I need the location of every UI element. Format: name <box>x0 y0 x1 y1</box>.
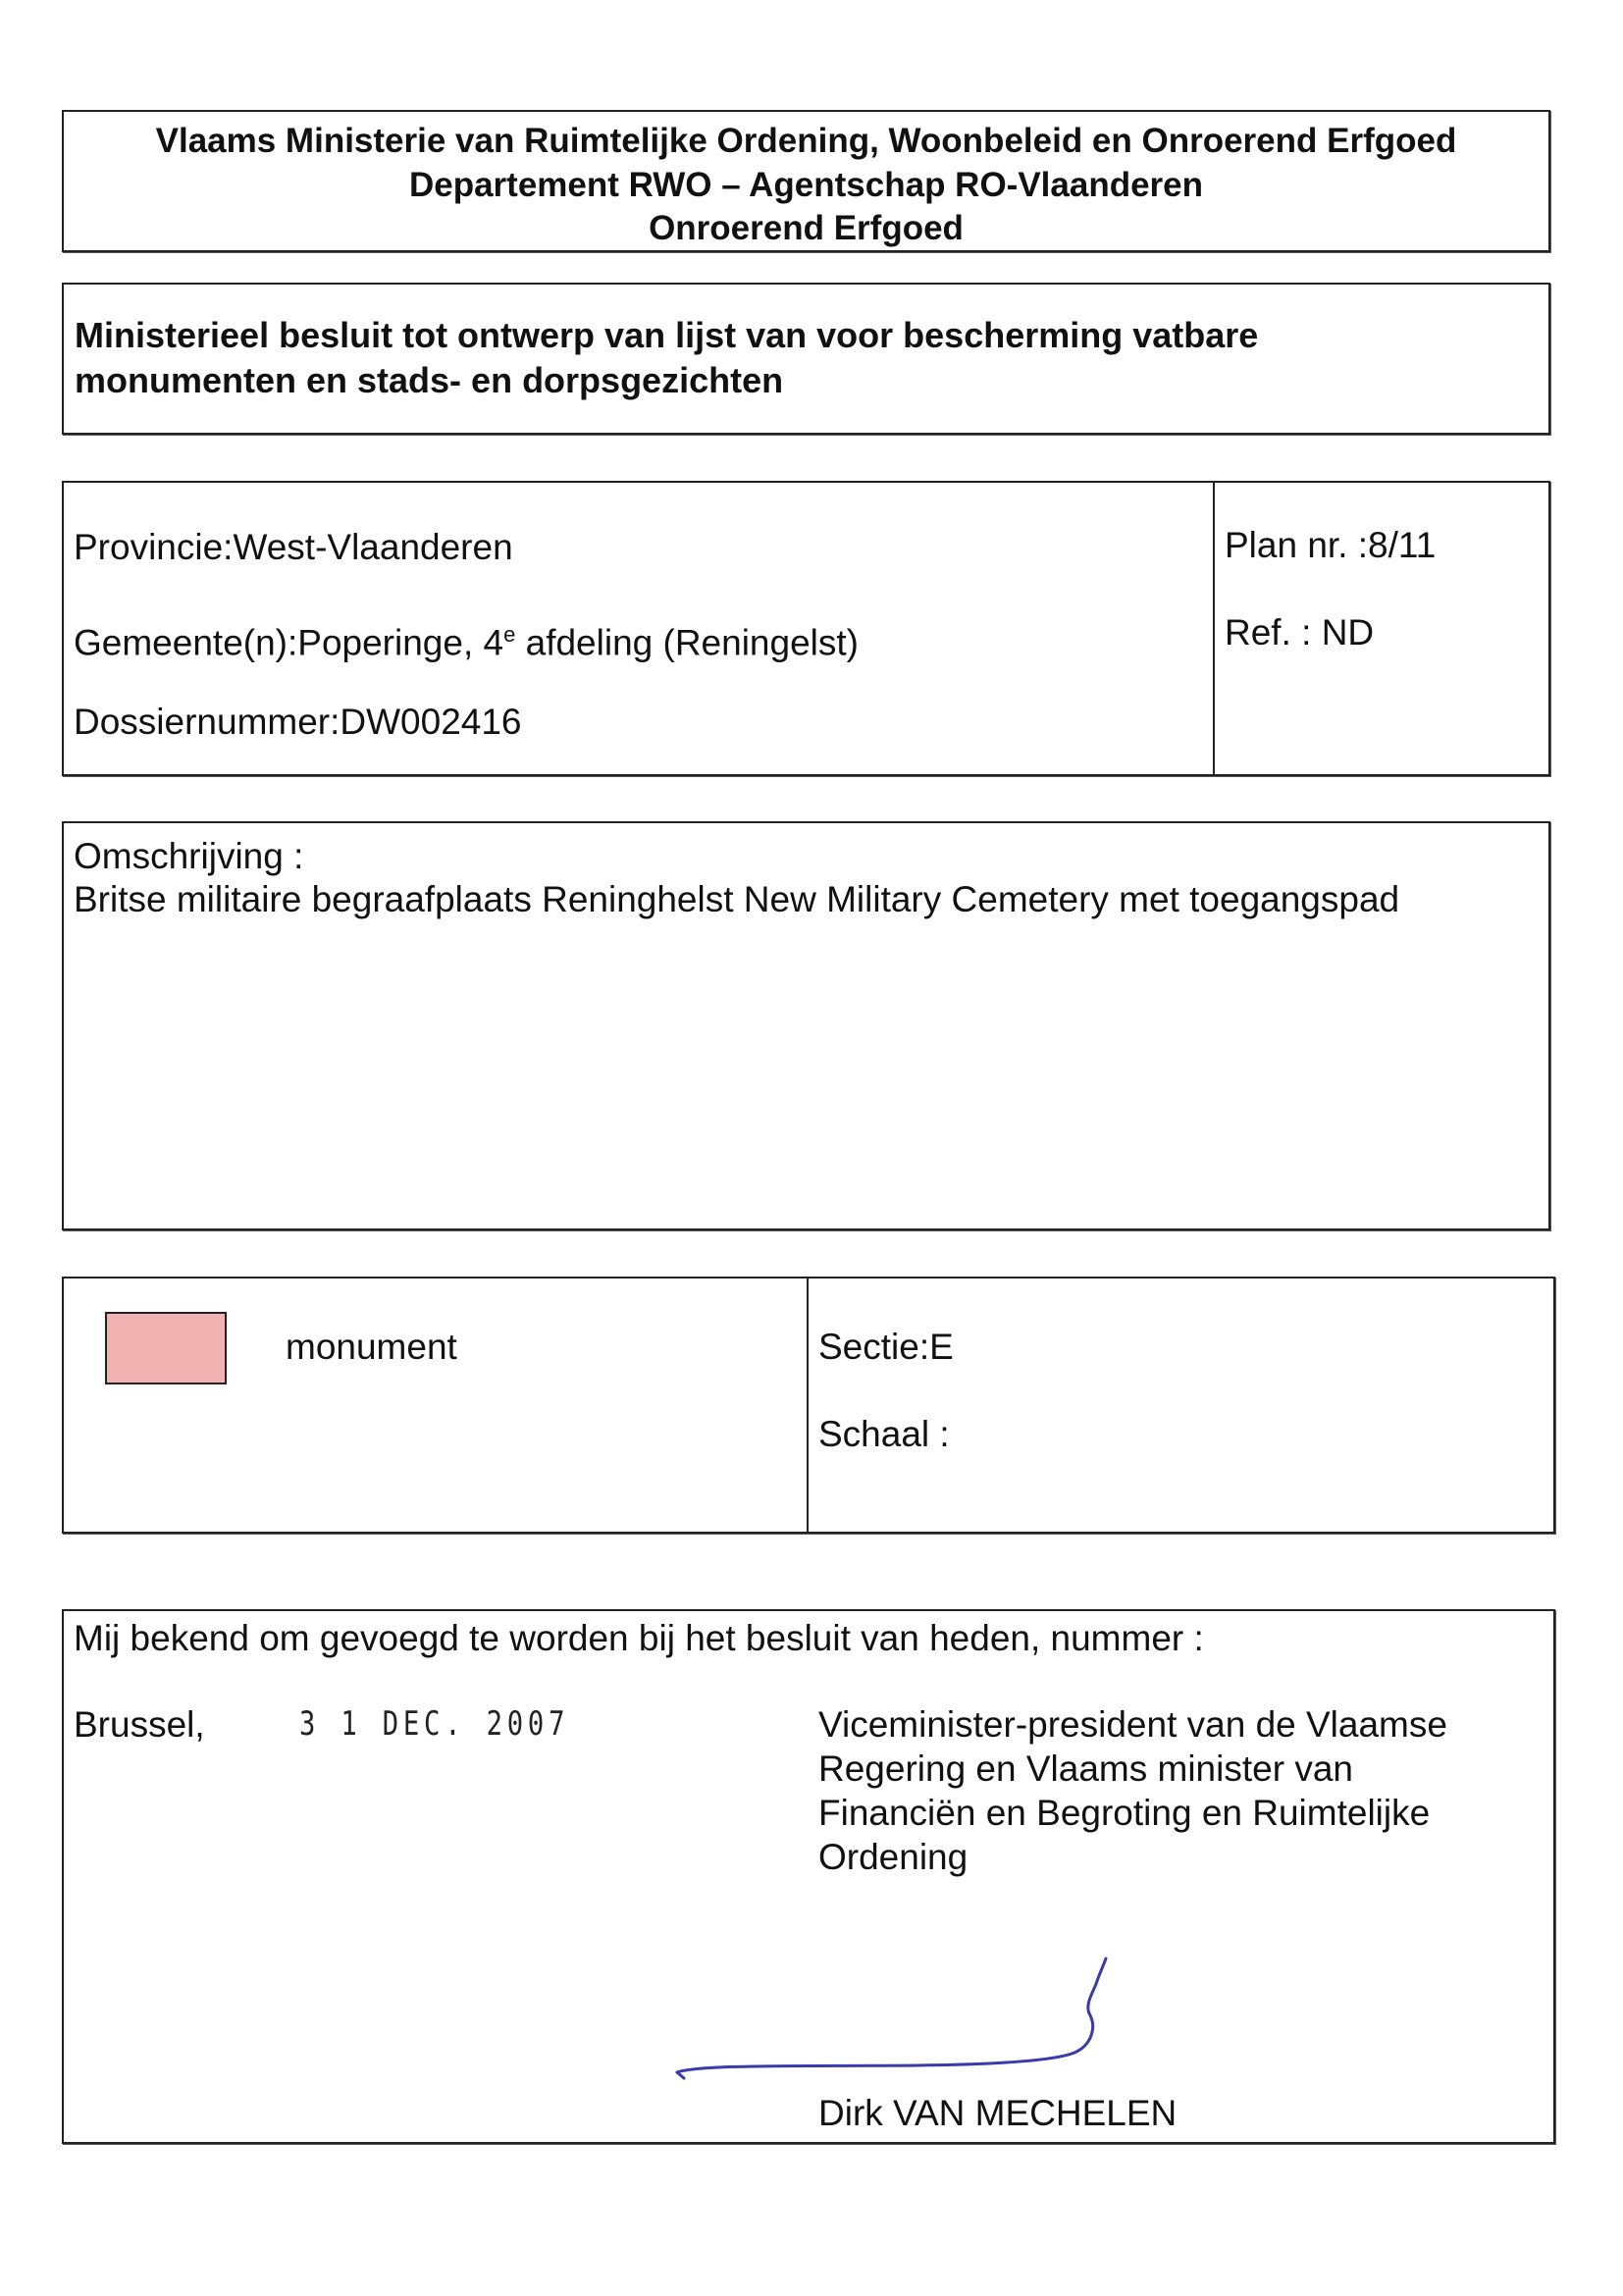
location-info-box <box>62 481 1550 776</box>
ministry-name: Vlaams Ministerie van Ruimtelijke Ordening, Woonbeleid en Onroerend Erfgoed <box>155 122 1457 160</box>
description-label: Omschrijving : <box>74 836 304 876</box>
decree-title-box <box>62 283 1550 435</box>
plan-number: Plan nr. :8/11 <box>1225 525 1437 565</box>
monument-color-swatch <box>105 1312 227 1384</box>
signatory-role-line-4: Ordening <box>818 1837 969 1877</box>
date-stamp: 3 1 DEC. 2007 <box>299 1704 570 1744</box>
agency-name: Onroerend Erfgoed <box>649 209 964 247</box>
ministry-header <box>62 110 1550 252</box>
signatory-role-line-3: Financiën en Begroting en Ruimtelijke <box>818 1793 1431 1833</box>
schaal-field: Schaal : <box>818 1414 950 1454</box>
provincie-field: Provincie:West-Vlaanderen <box>74 527 513 567</box>
description-box <box>62 821 1550 1230</box>
legend-label: monument <box>286 1327 457 1367</box>
info-divider <box>1213 483 1215 774</box>
signatory-name: Dirk VAN MECHELEN <box>818 2093 1178 2133</box>
gemeente-suffix: afdeling (Reningelst) <box>515 622 859 663</box>
department-name: Departement RWO – Agentschap RO-Vlaanderen <box>408 166 1204 204</box>
signing-place: Brussel, <box>74 1704 205 1745</box>
signatory-role-line-2: Regering en Vlaams minister van <box>818 1748 1353 1789</box>
decree-title-line-1: Ministerieel besluit tot ontwerp van lijst van voor bescherming vatbare <box>75 315 1259 355</box>
legend-divider <box>807 1278 809 1532</box>
sectie-field: Sectie:E <box>818 1327 954 1367</box>
gemeente-field <box>74 613 859 664</box>
gemeente-ordinal: e <box>503 622 516 647</box>
description-text: Britse militaire begraafplaats Reninghelst New Military Cemetery met toegangspad <box>74 879 1400 919</box>
legend-box <box>62 1277 1555 1534</box>
dossier-number: Dossiernummer:DW002416 <box>74 702 522 742</box>
handwritten-signature <box>672 1955 1124 2102</box>
signature-box <box>62 1609 1555 2144</box>
reference: Ref. : ND <box>1225 612 1375 652</box>
decree-title-line-2: monumenten en stads- en dorpsgezichten <box>75 360 784 400</box>
gemeente-prefix: Gemeente(n):Poperinge, 4 <box>74 622 504 663</box>
signatory-role-line-1: Viceminister-president van de Vlaamse <box>818 1704 1447 1745</box>
signature-intro: Mij bekend om gevoegd te worden bij het besluit van heden, nummer : <box>74 1618 1204 1658</box>
